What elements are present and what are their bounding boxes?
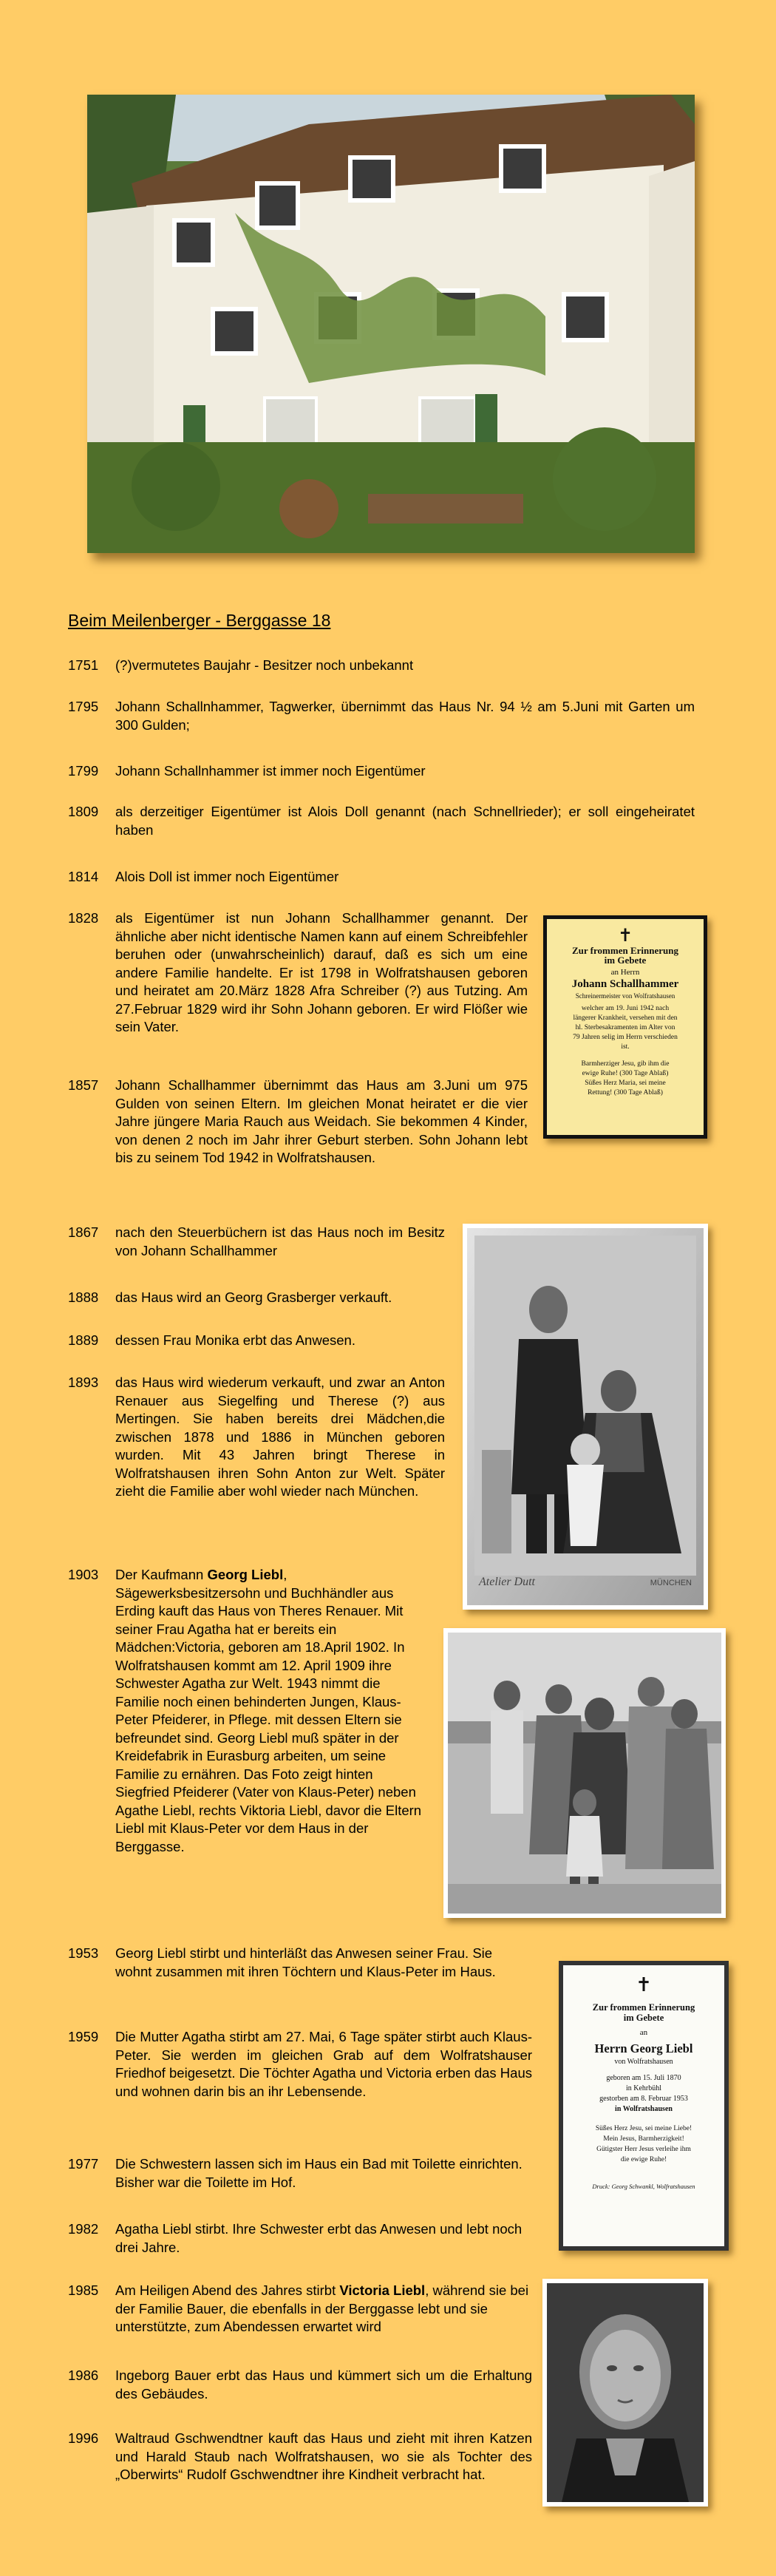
- card-line: im Gebete: [604, 955, 647, 966]
- entry-text: das Haus wird wiederum verkauft, und zwar an Anton Renauer aus Siegelfing und Therese (?) aus Mertingen. Sie haben bereits drei Mädchen,die zwischen 1878 und 1886 in München geboren wurden. Mit 43 Jahren bringt Therese in Wolfratshausen ihren Sohn Anton zur Welt. Später zieht die Familie aber wohl wieder nach München.: [115, 1375, 445, 1499]
- timeline-entry-1996: [68, 2430, 532, 2484]
- timeline-entry-1977: [68, 2155, 532, 2192]
- card-name: Herrn Georg Liebl: [594, 2041, 693, 2055]
- timeline-entry-1985: [68, 2282, 532, 2336]
- timeline-entry-1953: [68, 1945, 532, 1981]
- entry-text: Waltraud Gschwendtner kauft das Haus und zieht mit ihren Katzen und Harald Staub nach Wolfratshausen, wo sie als Tochter des „Oberwirts“ Rudolf Gschwendtner ihre Kindheit verbracht hat.: [115, 2430, 532, 2482]
- entry-text: nach den Steuerbüchern ist das Haus noch im Besitz von Johann Schallhammer: [115, 1224, 445, 1258]
- entry-text: Die Schwestern lassen sich im Haus ein Bad mit Toilette einrichten. Bisher war die Toilette im Hof.: [115, 2156, 523, 2190]
- cross-icon: ✝: [636, 1974, 652, 1996]
- entry-year: 1867: [68, 1224, 99, 1240]
- entry-text: Die Mutter Agatha stirbt am 27. Mai, 6 Tage später stirbt auch Klaus-Peter. Sie werden im gleichen Grab auf dem Wolfratshauser Friedhof beigesetzt. Die Töchter Agatha und Victoria erben das Haus und wohnen darin bis an ihr Lebensende.: [115, 2029, 532, 2099]
- entry-year: 1996: [68, 2430, 99, 2446]
- entry-text: Johann Schallnhammer ist immer noch Eigentümer: [115, 763, 426, 779]
- entry-year: 1985: [68, 2282, 99, 2298]
- entry-year: 1828: [68, 910, 99, 926]
- entry-text: Alois Doll ist immer noch Eigentümer: [115, 869, 339, 884]
- entry-year: 1903: [68, 1567, 99, 1582]
- card-line: ewige Ruhe! (300 Tage Ablaß): [582, 1070, 669, 1077]
- entry-year: 1795: [68, 699, 99, 714]
- memorial-card-schallhammer: [543, 915, 707, 1139]
- family-studio-photo: [463, 1224, 708, 1610]
- card-line: von Wolfratshausen: [614, 2058, 673, 2066]
- timeline-entry-1867: [68, 1224, 445, 1260]
- card-line: Rettung! (300 Tage Ablaß): [588, 1089, 663, 1097]
- memorial-card-georg-liebl: [559, 1961, 729, 2251]
- entry-year: 1888: [68, 1289, 99, 1305]
- card-line: hl. Sterbesakramenten im Alter von: [575, 1024, 675, 1031]
- card-line: längerer Krankheit, versehen mit den: [573, 1014, 678, 1022]
- card-line: in Wolfratshausen: [615, 2105, 673, 2113]
- timeline-entry-1751: [68, 657, 695, 675]
- timeline-entry-1888: [68, 1289, 445, 1307]
- entry-year: 1751: [68, 657, 99, 673]
- entry-text: [115, 1566, 423, 1856]
- entry-text: dessen Frau Monika erbt das Anwesen.: [115, 1332, 355, 1348]
- timeline-entry-1986: [68, 2367, 532, 2403]
- entry-text: als derzeitiger Eigentümer ist Alois Doll genannt (nach Schnellrieder); er soll eingeheiratet haben: [115, 804, 695, 838]
- card-line: die ewige Ruhe!: [620, 2156, 667, 2163]
- entry-year: 1814: [68, 869, 99, 884]
- entry-year: 1799: [68, 763, 99, 779]
- portrait-photo-victoria-liebl: [542, 2279, 708, 2506]
- card-line: 79 Jahren selig im Herrn verschieden: [573, 1034, 678, 1041]
- card-line: Süßes Herz Maria, sei meine: [585, 1079, 666, 1087]
- timeline-entry-1857: [68, 1077, 528, 1167]
- family-group-photo: [443, 1628, 726, 1918]
- card-line: welcher am 19. Juni 1942 nach: [581, 1005, 670, 1012]
- card-line: Barmherziger Jesu, gib ihm die: [581, 1060, 670, 1068]
- house-photo: [87, 95, 695, 553]
- timeline-entry-1982: [68, 2220, 532, 2257]
- card-line: Süßes Herz Jesu, sei meine Liebe!: [595, 2125, 692, 2132]
- timeline-entry-1809: [68, 803, 695, 839]
- entry-text: Ingeborg Bauer erbt das Haus und kümmert sich um die Erhaltung des Gebäudes.: [115, 2367, 532, 2402]
- page-title: Beim Meilenberger - Berggasse 18: [68, 611, 331, 630]
- timeline-entry-1959: [68, 2028, 532, 2101]
- entry-year: 1977: [68, 2156, 99, 2172]
- card-line: Mein Jesus, Barmherzigkeit!: [603, 2135, 684, 2143]
- timeline-entry-1799: [68, 762, 695, 781]
- photo-studio-signature: Atelier Dutt: [479, 1576, 535, 1588]
- card-line: Schreinermeister von Wolfratshausen: [575, 992, 675, 1000]
- entry-name-bold: Georg Liebl: [207, 1567, 284, 1582]
- entry-text: [115, 2282, 532, 2336]
- cross-icon: ✝: [617, 926, 633, 946]
- timeline-entry-1814: [68, 868, 695, 887]
- card-name: Johann Schallhammer: [571, 978, 679, 990]
- entry-year: 1986: [68, 2367, 99, 2383]
- timeline-entry-1889: [68, 1332, 445, 1350]
- entry-text-main: , während sie bei der Familie Bauer, die ebenfalls in der Berggasse lebt und sie unterstützte, zum Abendessen erwartet wird: [115, 2282, 529, 2334]
- card-line: ist.: [621, 1043, 630, 1051]
- card-printer-line: Druck: Georg Schwankl, Wolfratshausen: [592, 2183, 695, 2190]
- entry-text: Agatha Liebl stirbt. Ihre Schwester erbt das Anwesen und lebt noch drei Jahre.: [115, 2221, 523, 2255]
- card-line: geboren am 15. Juli 1870: [606, 2074, 681, 2082]
- timeline-entry-1795: [68, 698, 695, 734]
- entry-text: das Haus wird an Georg Grasberger verkauft.: [115, 1289, 392, 1305]
- card-line: an: [639, 2028, 648, 2037]
- entry-year: 1982: [68, 2221, 99, 2237]
- card-heading: Zur frommen Erinnerung: [572, 945, 678, 956]
- entry-text: (?)vermutetes Baujahr - Besitzer noch unbekannt: [115, 657, 414, 673]
- card-line: im Gebete: [623, 2013, 664, 2023]
- entry-text-main: , Sägewerksbesitzersohn und Buchhändler aus Erding kauft das Haus von Theres Renauer. Mit seiner Frau Agatha hat er bereits ein Mädchen:Victoria, geboren am 18.April 1902. In Wolfratshausen kommt am 12. April 1909 ihre Schwester Agatha zur Welt. 1943 nimmt die Familie noch einen behinderten Jungen, Klaus-Peter Pfeiderer, in Pflege. mit dessen Eltern sie befreundet sind. Georg Liebl muß später in der Kreidefabrik in Eurasburg arbeiten, um seine Familie zu ernähren. Das Foto zeigt hinten Siegfried Pfeiderer (Vater von Klaus-Peter) neben Agathe Liebl, rechts Viktoria Liebl, davor die Eltern Liebl mit Klaus-Peter vor dem Haus in der Berggasse.: [115, 1567, 422, 1854]
- entry-year: 1893: [68, 1375, 99, 1390]
- entry-year: 1857: [68, 1077, 99, 1093]
- card-line: Gütigster Herr Jesus verleihe ihm: [596, 2146, 691, 2153]
- entry-year: 1889: [68, 1332, 99, 1348]
- card-line: an Herrn: [610, 968, 640, 977]
- entry-text-pre: Der Kaufmann: [115, 1567, 208, 1582]
- entry-year: 1959: [68, 2029, 99, 2044]
- entry-text: als Eigentümer ist nun Johann Schallhammer genannt. Der ähnliche aber nicht identische Namen kann auf einem Schreibfehler beruhen oder (unwahrscheinlich) darauf, daß es sich um eine andere Familie handelte. Er ist 1798 in Wolfratshausen geboren und heiratet am 20.März 1828 Afra Schreiber (?) aus Tutzing. Am 27.Februar 1829 wird ihr Sohn Johann geboren. Er wird Flößer wie sein Vater.: [115, 910, 528, 1034]
- entry-name-bold: Victoria Liebl: [339, 2282, 426, 2298]
- card-line: gestorben am 8. Februar 1953: [599, 2095, 688, 2103]
- entry-year: 1809: [68, 804, 99, 819]
- timeline-entry-1828: [68, 909, 528, 1037]
- timeline-entry-1903: [68, 1566, 423, 1856]
- card-line: in Kehrbühl: [625, 2084, 662, 2092]
- entry-text: Johann Schallhammer übernimmt das Haus am 3.Juni um 975 Gulden von seinen Eltern. Im gleichen Monat heiratet er die vier Jahre jüngere Maria Rauch aus Weidach. Sie bekommen 4 Kinder, von denen 2 noch im Jahr ihrer Geburt sterben. Sohn Johann lebt bis zu seinem Tod 1942 in Wolfratshausen.: [115, 1077, 528, 1165]
- entry-text: Johann Schallnhammer, Tagwerker, übernimmt das Haus Nr. 94 ½ am 5.Juni mit Garten um 300 Gulden;: [115, 699, 695, 733]
- timeline-entry-1893: [68, 1374, 445, 1501]
- entry-text: Georg Liebl stirbt und hinterläßt das Anwesen seiner Frau. Sie wohnt zusammen mit ihren Töchtern und Klaus-Peter im Haus.: [115, 1945, 496, 1979]
- card-heading: Zur frommen Erinnerung: [592, 2002, 695, 2013]
- entry-year: 1953: [68, 1945, 99, 1961]
- entry-text-pre: Am Heiligen Abend des Jahres stirbt: [115, 2282, 340, 2298]
- photo-city-label: MÜNCHEN: [650, 1579, 692, 1587]
